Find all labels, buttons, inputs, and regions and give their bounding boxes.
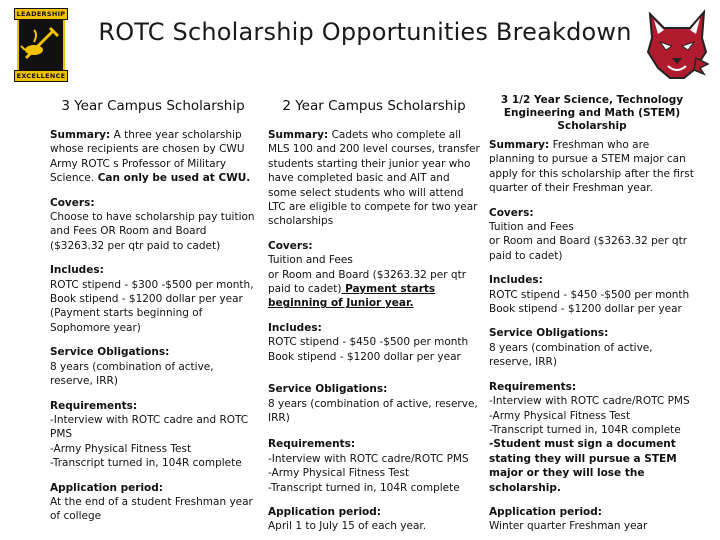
service-label: Service Obligations: (50, 346, 170, 359)
logo-bottom-band: EXCELLENCE (14, 70, 68, 82)
summary-section (50, 128, 256, 186)
service-text: 8 years (combination of active, reserve, IRR) (489, 341, 653, 369)
includes-label: Includes: (268, 321, 322, 334)
column-3-year (50, 90, 256, 524)
includes-text: ROTC stipend - $450 -$500 per month Book stipend - $1200 dollar per year (268, 336, 469, 363)
rotc-logo (14, 8, 68, 84)
summary-label: Summary: (268, 129, 329, 141)
summary-section (489, 138, 695, 196)
service-text: 8 years (combination of active, reserve, IRR) (50, 360, 214, 388)
wildcat-icon (644, 8, 710, 82)
summary-text: Cadets who complete all MLS 100 and 200 level courses, transfer students starting their junior year who have completed basic and AIT and some select students who will attend LTC are eligible to compete for two year scholarships (268, 129, 480, 228)
column-heading: 2 Year Campus Scholarship (282, 97, 466, 114)
covers-section (268, 239, 480, 311)
requirements-bold-text: -Student must sign a document stating they will pursue a STEM major or they will lose the scholarship. (489, 438, 677, 494)
summary-bold-text: Can only be used at CWU. (94, 172, 251, 185)
includes-text: ROTC stipend - $450 -$500 per month Book stipend - $1200 dollar per year (489, 288, 690, 316)
page-title: ROTC Scholarship Opportunities Breakdown (98, 18, 632, 46)
application-section (489, 505, 695, 534)
requirements-label: Requirements: (50, 399, 138, 412)
application-label: Application period: (50, 481, 163, 494)
column-2-year (268, 90, 480, 534)
covers-text: Choose to have scholarship pay tuition and Fees OR Room and Board ($3263.32 per qtr paid to cadet) (50, 211, 255, 252)
requirements-section (50, 399, 256, 471)
includes-label: Includes: (489, 274, 543, 287)
wildcat-logo (644, 8, 710, 82)
service-label: Service Obligations: (268, 383, 388, 396)
application-text: At the end of a student Freshman year of college (50, 495, 253, 523)
service-label: Service Obligations: (489, 327, 609, 340)
column-heading: 3 Year Campus Scholarship (61, 97, 245, 114)
requirements-section (268, 437, 480, 495)
requirements-label: Requirements: (268, 438, 356, 451)
application-label: Application period: (489, 505, 602, 518)
includes-text: ROTC stipend - $300 -$500 per month, Book stipend - $1200 dollar per year (Payment starts beginning of Sophomore year) (50, 278, 254, 334)
summary-text: Freshman who are planning to pursue a STEM major can apply for this scholarship after the first quarter of their Freshman year. (489, 139, 694, 195)
service-section (268, 382, 480, 425)
covers-underline-text: Payment starts beginning of Junior year. (268, 283, 436, 310)
includes-label: Includes: (50, 264, 104, 277)
summary-text: A three year scholarship whose recipients are chosen by CWU Army ROTC s Professor of Military Science. (50, 129, 245, 185)
includes-section (489, 273, 695, 316)
covers-text: Tuition and Fees or Room and Board ($3263.32 per qtr paid to cadet) (489, 221, 688, 262)
covers-section (50, 196, 256, 254)
application-text: April 1 to July 15 of each year. (268, 520, 427, 533)
covers-label: Covers: (50, 196, 95, 209)
service-section (50, 345, 256, 388)
summary-label: Summary: (489, 139, 550, 151)
application-section (268, 505, 480, 534)
column-heading: 3 1/2 Year Science, Technology Engineering and Math (STEM) Scholarship (500, 93, 684, 132)
lamp-sword-icon (20, 24, 62, 66)
covers-text: Tuition and Fees or Room and Board ($3263.32 per qtr paid to cadet) (268, 254, 467, 296)
includes-section (50, 263, 256, 335)
column-stem (489, 90, 695, 534)
includes-section (268, 321, 480, 364)
service-text: 8 years (combination of active, reserve, IRR) (268, 397, 478, 424)
requirements-section (489, 380, 695, 495)
covers-label: Covers: (489, 206, 534, 219)
application-text: Winter quarter Freshman year (489, 520, 648, 533)
requirements-text: -Interview with ROTC cadre and ROTC PMS -Army Physical Fitness Test -Transcript turned in, 104R complete (50, 413, 249, 470)
application-section (50, 481, 256, 524)
requirements-text: -Interview with ROTC cadre/ROTC PMS -Army Physical Fitness Test -Transcript turned in, 104R complete (489, 395, 690, 436)
requirements-label: Requirements: (489, 380, 577, 393)
logo-top-band: LEADERSHIP (14, 8, 68, 20)
application-label: Application period: (268, 505, 381, 518)
summary-label: Summary: (50, 129, 111, 141)
covers-label: Covers: (268, 239, 313, 252)
covers-section (489, 206, 695, 264)
service-section (489, 326, 695, 369)
summary-section (268, 128, 480, 229)
requirements-text: -Interview with ROTC cadre/ROTC PMS -Army Physical Fitness Test -Transcript turned in, 104R complete (268, 452, 469, 494)
